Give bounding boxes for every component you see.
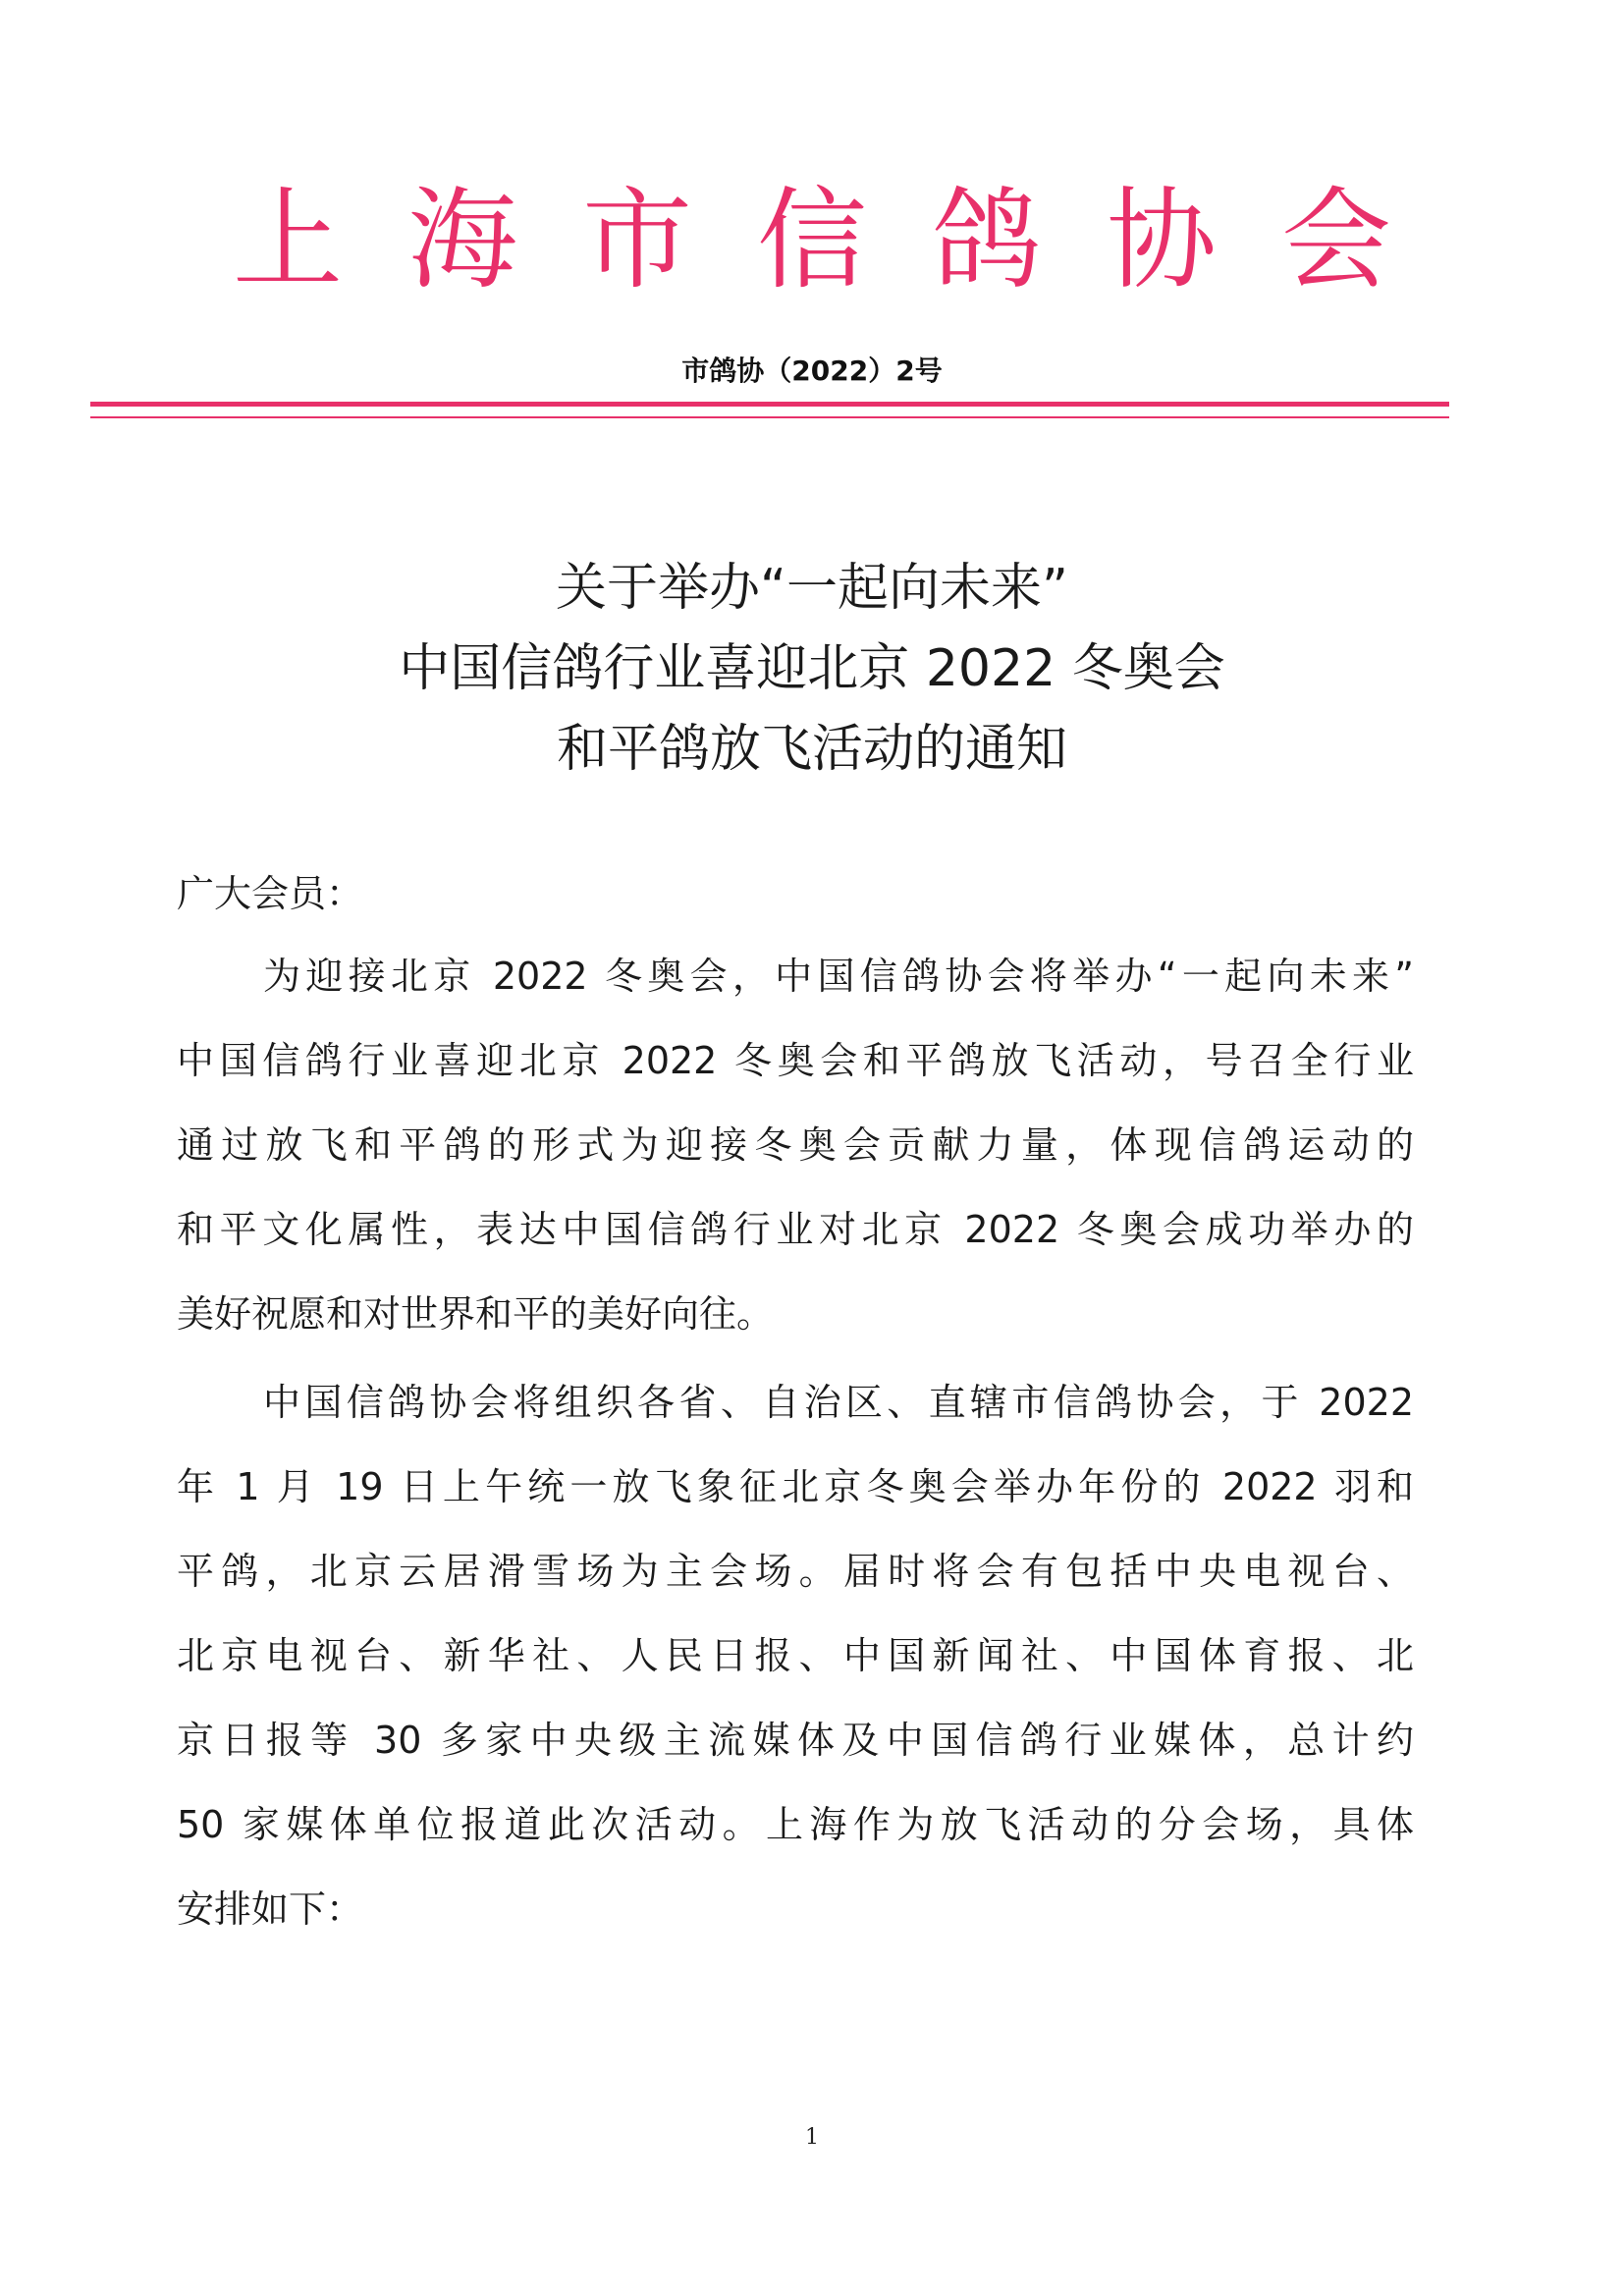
title-line-1: 关于举办“一起向未来” (556, 559, 1068, 618)
paragraph-line: 年 1 月 19 日上午统一放飞象征北京冬奥会举办年份的 2022 羽和 (177, 1465, 1414, 1508)
paragraph-line: 北京电视台、新华社、人民日报、中国新闻社、中国体育报、北 (177, 1634, 1414, 1677)
header-divider-thin (90, 416, 1449, 418)
header-divider-thick (90, 402, 1449, 407)
paragraph-line: 为迎接北京 2022 冬奥会，中国信鸽协会将举办“一起向未来” (263, 955, 1414, 998)
paragraph-line: 安排如下： (177, 1887, 364, 1931)
document-title (0, 548, 1624, 790)
paragraph-line: 和平文化属性，表达中国信鸽行业对北京 2022 冬奥会成功举办的 (177, 1208, 1414, 1251)
paragraph-line: 通过放飞和平鸽的形式为迎接冬奥会贡献力量，体现信鸽运动的 (177, 1123, 1414, 1167)
paragraph-line: 美好祝愿和对世界和平的美好向往。 (177, 1292, 775, 1336)
paragraph-line: 50 家媒体单位报道此次活动。上海作为放飞活动的分会场，具体 (177, 1803, 1414, 1846)
title-line-3: 和平鸽放飞活动的通知 (556, 720, 1067, 779)
paragraph-line: 中国信鸽行业喜迎北京 2022 冬奥会和平鸽放飞活动，号召全行业 (177, 1039, 1414, 1082)
body-paragraph-2 (177, 1360, 1414, 1951)
title-line-2: 中国信鸽行业喜迎北京 2022 冬奥会 (399, 639, 1225, 698)
document-number: 市鸽协（2022）2号 (681, 355, 943, 387)
paragraph-line: 平鸽，北京云居滑雪场为主会场。届时将会有包括中央电视台、 (177, 1550, 1414, 1593)
body-paragraph-1 (177, 934, 1414, 1356)
page-number: 1 (805, 2125, 819, 2150)
paragraph-line: 中国信鸽协会将组织各省、自治区、直辖市信鸽协会，于 2022 (263, 1381, 1414, 1424)
organization-header: 上海市信鸽协会 (233, 177, 1456, 304)
salutation: 广大会员： (177, 872, 364, 915)
paragraph-line: 京日报等 30 多家中央级主流媒体及中国信鸽行业媒体，总计约 (177, 1719, 1414, 1762)
